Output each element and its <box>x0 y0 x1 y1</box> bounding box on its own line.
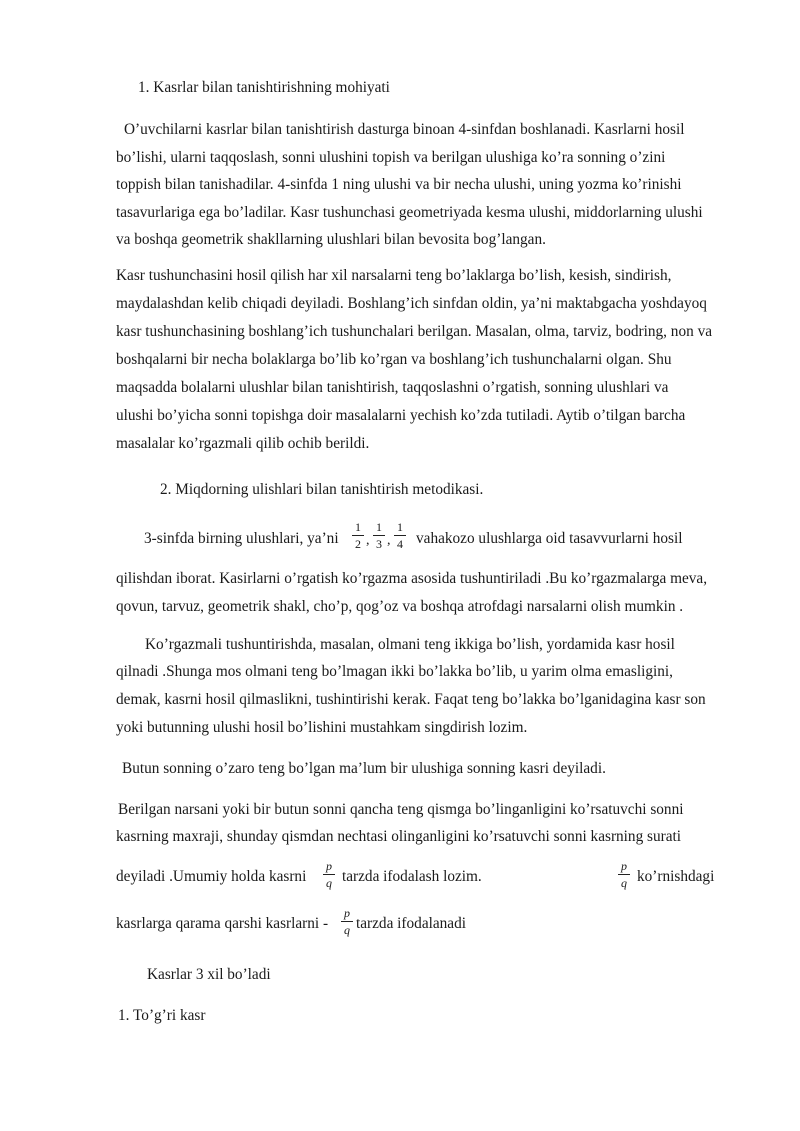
fraction-denominator: q <box>621 876 627 890</box>
fraction-denominator: 4 <box>397 537 403 551</box>
paragraph-2-line-6: ulushi bo’yicha sonni topishga doir masalalarni yechish ko’zda tutiladi. Aytib o’tilgan barcha <box>116 407 686 424</box>
paragraph-6-line-2: kasrning maxraji, shunday qismdan nechtasi olinganligini ko’rsatuvchi sonni kasrning surati <box>116 828 682 845</box>
fraction-numerator: 1 <box>355 520 361 534</box>
fraction-denominator: 2 <box>355 537 361 551</box>
paragraph-3-line-2: qilishdan iborat. Kasirlarni o’rgatish ko’rgazma asosida tushuntiriladi .Bu ko’rgazmalarga meva, <box>116 570 708 587</box>
paragraph-4-line-4: yoki butunning ulushi hosil bo’lishini mustahkam singdirish lozim. <box>116 719 528 736</box>
paragraph-4-line-1: Ko’rgazmali tushuntirishda, masalan, olmani teng ikkiga bo’lish, yordamida kasr hosil <box>145 636 675 653</box>
paragraph-3-start: 3-sinfda birning ulushlari, ya’ni <box>144 530 339 547</box>
fraction-denominator: q <box>326 876 332 890</box>
paragraph-4-line-2: qilnadi .Shunga mos olmani teng bo’lmagan ikki bo’lakka bo’lib, u yarim olma emasligini, <box>116 663 673 680</box>
fraction-numerator: p <box>344 906 350 920</box>
paragraph-9: Kasrlar 3 xil bo’ladi <box>147 966 271 983</box>
fraction-bar <box>394 535 406 536</box>
fraction-one-third <box>373 520 385 551</box>
paragraph-1-line-3: toppish bilan tanishadilar. 4-sinfda 1 ning ulushi va bir necha ulushi, uning yozma ko’rinishi <box>116 176 682 193</box>
paragraph-1-line-2: bo’lishi, ularni taqqoslash, sonni ulushini topish va berilgan ulushiga ko’ra sonning o’zini <box>116 149 666 166</box>
paragraph-2-line-1: Kasr tushunchasini hosil qilish har xil narsalarni teng bo’laklarga bo’lish, kesish, sindirish, <box>116 267 672 284</box>
paragraph-6-line-1: Berilgan narsani yoki bir butun sonni qancha teng qismga bo’linganligini ko’rsatuvchi sonni <box>118 801 684 818</box>
paragraph-10: 1. To’g’ri kasr <box>118 1007 206 1024</box>
paragraph-4-line-3: demak, kasrni hosil qilmaslikni, tushintirishi kerak. Faqat teng bo’lakka bo’lganidagina kasr son <box>116 691 706 708</box>
fraction-bar <box>352 535 364 536</box>
paragraph-7-end: ko’rnishdagi <box>637 868 715 885</box>
paragraph-7-mid: tarzda ifodalash lozim. <box>342 868 482 885</box>
fraction-bar <box>373 535 385 536</box>
heading-2: 2. Miqdorning ulishlari bilan tanishtirish metodikasi. <box>160 481 484 498</box>
fraction-numerator: 1 <box>376 520 382 534</box>
fraction-p-over-q <box>323 859 335 890</box>
paragraph-3-end: vahakozo ulushlarga oid tasavvurlarni hosil <box>416 530 683 547</box>
comma-separator: , <box>387 533 391 548</box>
paragraph-1-line-4: tasavurlariga ega bo’ladilar. Kasr tushunchasi geometriyada kesma ulushi, middorlarning ulushi <box>116 204 703 221</box>
paragraph-8-end: tarzda ifodalanadi <box>356 915 466 932</box>
paragraph-2-line-2: maydalashdan kelib chiqadi deyiladi. Boshlang’ich sinfdan oldin, ya’ni maktabgacha yoshdayoq <box>116 295 707 312</box>
paragraph-5: Butun sonning o’zaro teng bo’lgan ma’lum bir ulushiga sonning kasri deyiladi. <box>122 760 606 777</box>
fraction-denominator: 3 <box>376 537 382 551</box>
paragraph-2-line-4: boshqalarni bir necha bolaklarga bo’lib ko’rgan va boshlang’ich tushunchalarni olgan. Shu <box>116 351 672 368</box>
paragraph-1-line-5: va boshqa geometrik shakllarning ulushlari bilan bevosita bog’langan. <box>116 231 546 248</box>
fraction-bar <box>341 921 353 922</box>
paragraph-7-start: deyiladi .Umumiy holda kasrni <box>116 868 307 885</box>
heading-1: 1. Kasrlar bilan tanishtirishning mohiyati <box>138 79 390 96</box>
fraction-denominator: q <box>344 923 350 937</box>
fraction-one-fourth <box>394 520 406 551</box>
fraction-p-over-q <box>618 859 630 890</box>
paragraph-3-line-3: qovun, tarvuz, geometrik shakl, cho’p, qog’oz va boshqa atrofdagi narsalarni olish mumkin . <box>116 598 684 615</box>
fraction-one-half <box>352 520 364 551</box>
fraction-numerator: 1 <box>397 520 403 534</box>
paragraph-2-line-3: kasr tushunchasining boshlang’ich tushunchalari berilgan. Masalan, olma, tarviz, bodring, non va <box>116 323 713 340</box>
paragraph-2-line-5: maqsadda bolalarni ulushlar bilan tanishtirish, taqqoslashni o’rgatish, sonning ulushlari va <box>116 379 669 396</box>
paragraph-1-line-1: O’uvchilarni kasrlar bilan tanishtirish dasturga binoan 4-sinfdan boshlanadi. Kasrlarni hosil <box>124 121 685 138</box>
paragraph-2-line-7: masalalar ko’rgazmali qilib ochib berildi. <box>116 435 370 452</box>
fraction-p-over-q <box>341 906 353 937</box>
comma-separator: , <box>366 533 370 548</box>
fraction-bar <box>323 874 335 875</box>
paragraph-8-start: kasrlarga qarama qarshi kasrlarni - <box>116 915 329 932</box>
fraction-numerator: p <box>621 859 627 873</box>
fraction-numerator: p <box>326 859 332 873</box>
fraction-bar <box>618 874 630 875</box>
